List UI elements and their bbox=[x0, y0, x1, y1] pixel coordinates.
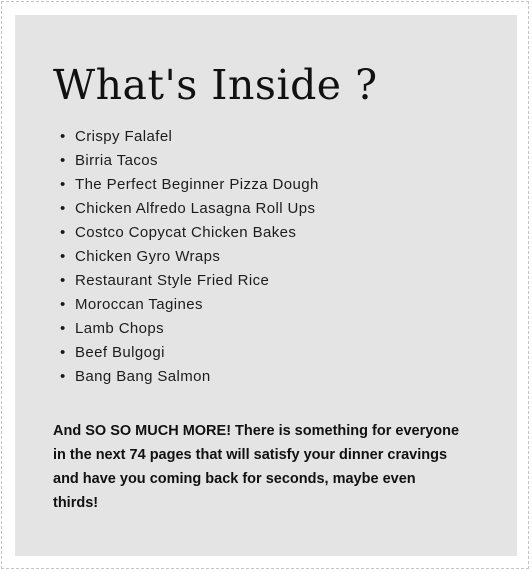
closing-paragraph: And SO SO MUCH MORE! There is something for everyone in the next 74 pages that will satisfy your dinner cravings and have you coming back for seconds, maybe even thirds! bbox=[53, 423, 460, 511]
list-item: • Chicken Gyro Wraps bbox=[60, 245, 319, 269]
list-item: • Restaurant Style Fried Rice bbox=[60, 269, 319, 293]
list-item: • Crispy Falafel bbox=[60, 125, 319, 149]
list-item: • The Perfect Beginner Pizza Dough bbox=[60, 173, 319, 197]
list-item: • Moroccan Tagines bbox=[60, 293, 319, 317]
list-item: • Lamb Chops bbox=[60, 317, 319, 341]
list-item: • Birria Tacos bbox=[60, 149, 319, 173]
recipe-list bbox=[60, 125, 319, 389]
list-item: • Chicken Alfredo Lasagna Roll Ups bbox=[60, 197, 319, 221]
list-item: • Costco Copycat Chicken Bakes bbox=[60, 221, 319, 245]
list-item: • Bang Bang Salmon bbox=[60, 365, 319, 389]
list-item: • Beef Bulgogi bbox=[60, 341, 319, 365]
page-title: What's Inside ? bbox=[53, 61, 378, 109]
content-card bbox=[15, 15, 517, 556]
